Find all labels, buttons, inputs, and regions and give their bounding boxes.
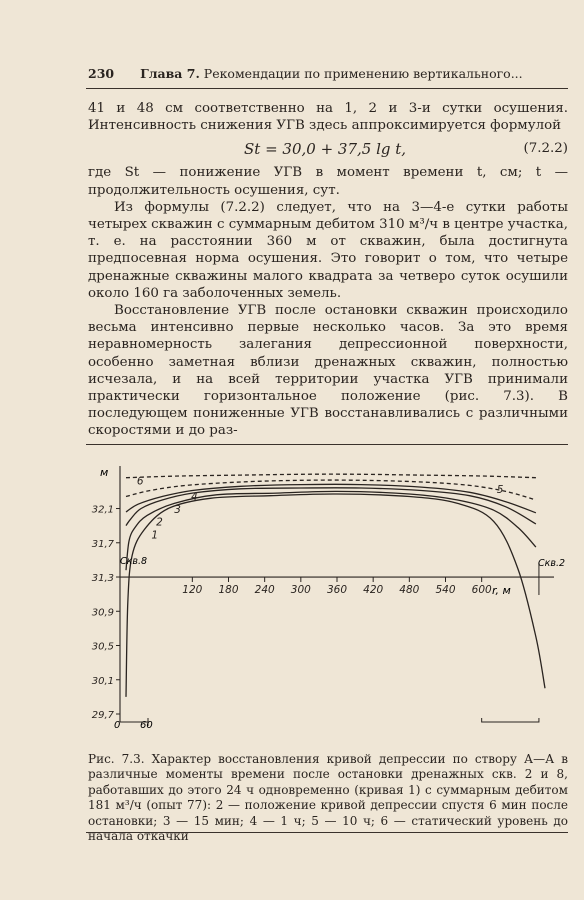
x-tick-label: 240 (254, 584, 275, 597)
y-tick-label: 32,1 (91, 504, 114, 516)
curve-label-4: 4 (191, 490, 198, 503)
y-tick-label: 31,7 (91, 538, 114, 550)
figure-top-rule (86, 444, 568, 445)
y-tick-label: 30,1 (91, 675, 114, 687)
scale-bar-start: 0 (114, 720, 121, 731)
depression-curve-figure (84, 456, 574, 756)
x-tick-label: 180 (218, 584, 239, 597)
caption-text: Рис. 7.3. Характер восстановления кривой депрессии по створу А—А в различные моменты времени после остановки дренажных скв. 2 и 8, работавших до этого 24 ч одновременно (кривая 1) с суммарным дебитом 181 м³/ч (опыт 77): 2 — положение кривой депрессии спустя 6 мин после остановки; 3 — 15 мин; 4 — 1 ч; 5 — 10 ч; 6 — статический уровень до начала откачки (88, 752, 568, 844)
curve-label-1: 1 (151, 529, 159, 542)
formula: St = 30,0 + 37,5 lg t, (244, 140, 407, 159)
x-tick-label: 600 (471, 584, 492, 597)
paragraph-2: где St — понижение УГВ в момент времени t, см; t — продолжительность осушения, сут. (88, 165, 568, 198)
body-text (88, 100, 568, 440)
x-axis-unit: r, м (492, 584, 511, 597)
page-number: 230 (88, 66, 115, 81)
y-tick-label: 31,3 (91, 573, 114, 585)
chapter-label: Глава 7. (140, 66, 200, 81)
y-tick-label: 30,9 (91, 607, 114, 619)
x-tick-label: 420 (363, 584, 384, 597)
paragraph-4: Восстановление УГВ после остановки скважин происходило весьма интенсивно первые несколько часов. За это время неравномерность залегания депрессионной поверхности, особенно заметная вблизи дренажных скважин, полностью исчезала, и на всей территории участка УГВ принимали практически горизонтальное положение (рис. 7.3). В последующем пониженные УГВ восстанавливались с различными скоростями и до раз- (88, 303, 568, 439)
well-label-right: Скв.2 (538, 558, 566, 569)
x-tick-label: 480 (399, 584, 420, 597)
paragraph-3: Из формулы (7.2.2) следует, что на 3—4-е сутки работы четырех скважин с суммарным дебитом 310 м³/ч в центре участка, т. е. на расстоянии 360 м от скважин, была достигнута предпосевная норма осушения. Это говорит о том, что четыре дренажные скважины малого квадрата за четверо суток осушили около 160 га заболоченных земель. (88, 199, 568, 301)
y-axis-unit: м (100, 466, 109, 479)
figure-caption (88, 752, 568, 844)
x-tick-label: 540 (435, 584, 456, 597)
curve-label-5: 5 (496, 484, 504, 497)
curve-label-6: 6 (136, 475, 144, 488)
header-rule (86, 88, 568, 89)
chapter-title: Рекомендации по применению вертикального... (203, 66, 523, 81)
curve-2 (126, 491, 536, 570)
formula-block (88, 134, 568, 164)
chart-axes (92, 466, 554, 726)
right-scale-bracket (482, 718, 539, 722)
bottom-rule (86, 832, 568, 833)
chart-labels (137, 476, 504, 542)
curve-label-3: 3 (174, 503, 181, 516)
y-tick-label: 29,7 (91, 710, 114, 721)
well-label-left: Скв.8 (120, 556, 148, 567)
formula-number: (7.2.2) (523, 141, 568, 157)
curve-label-2: 2 (156, 516, 163, 529)
x-tick-label: 120 (182, 584, 203, 597)
running-header (88, 66, 568, 81)
x-tick-label: 300 (290, 584, 311, 597)
paragraph-1: 41 и 48 см соответственно на 1, 2 и 3-и сутки осушения. Интенсивность снижения УГВ здесь аппроксимируется формулой (88, 101, 568, 134)
x-tick-label: 360 (326, 584, 348, 597)
y-tick-label: 30,5 (91, 641, 114, 653)
scale-bar-end: 60 (140, 720, 153, 731)
curve-6 (126, 474, 536, 478)
